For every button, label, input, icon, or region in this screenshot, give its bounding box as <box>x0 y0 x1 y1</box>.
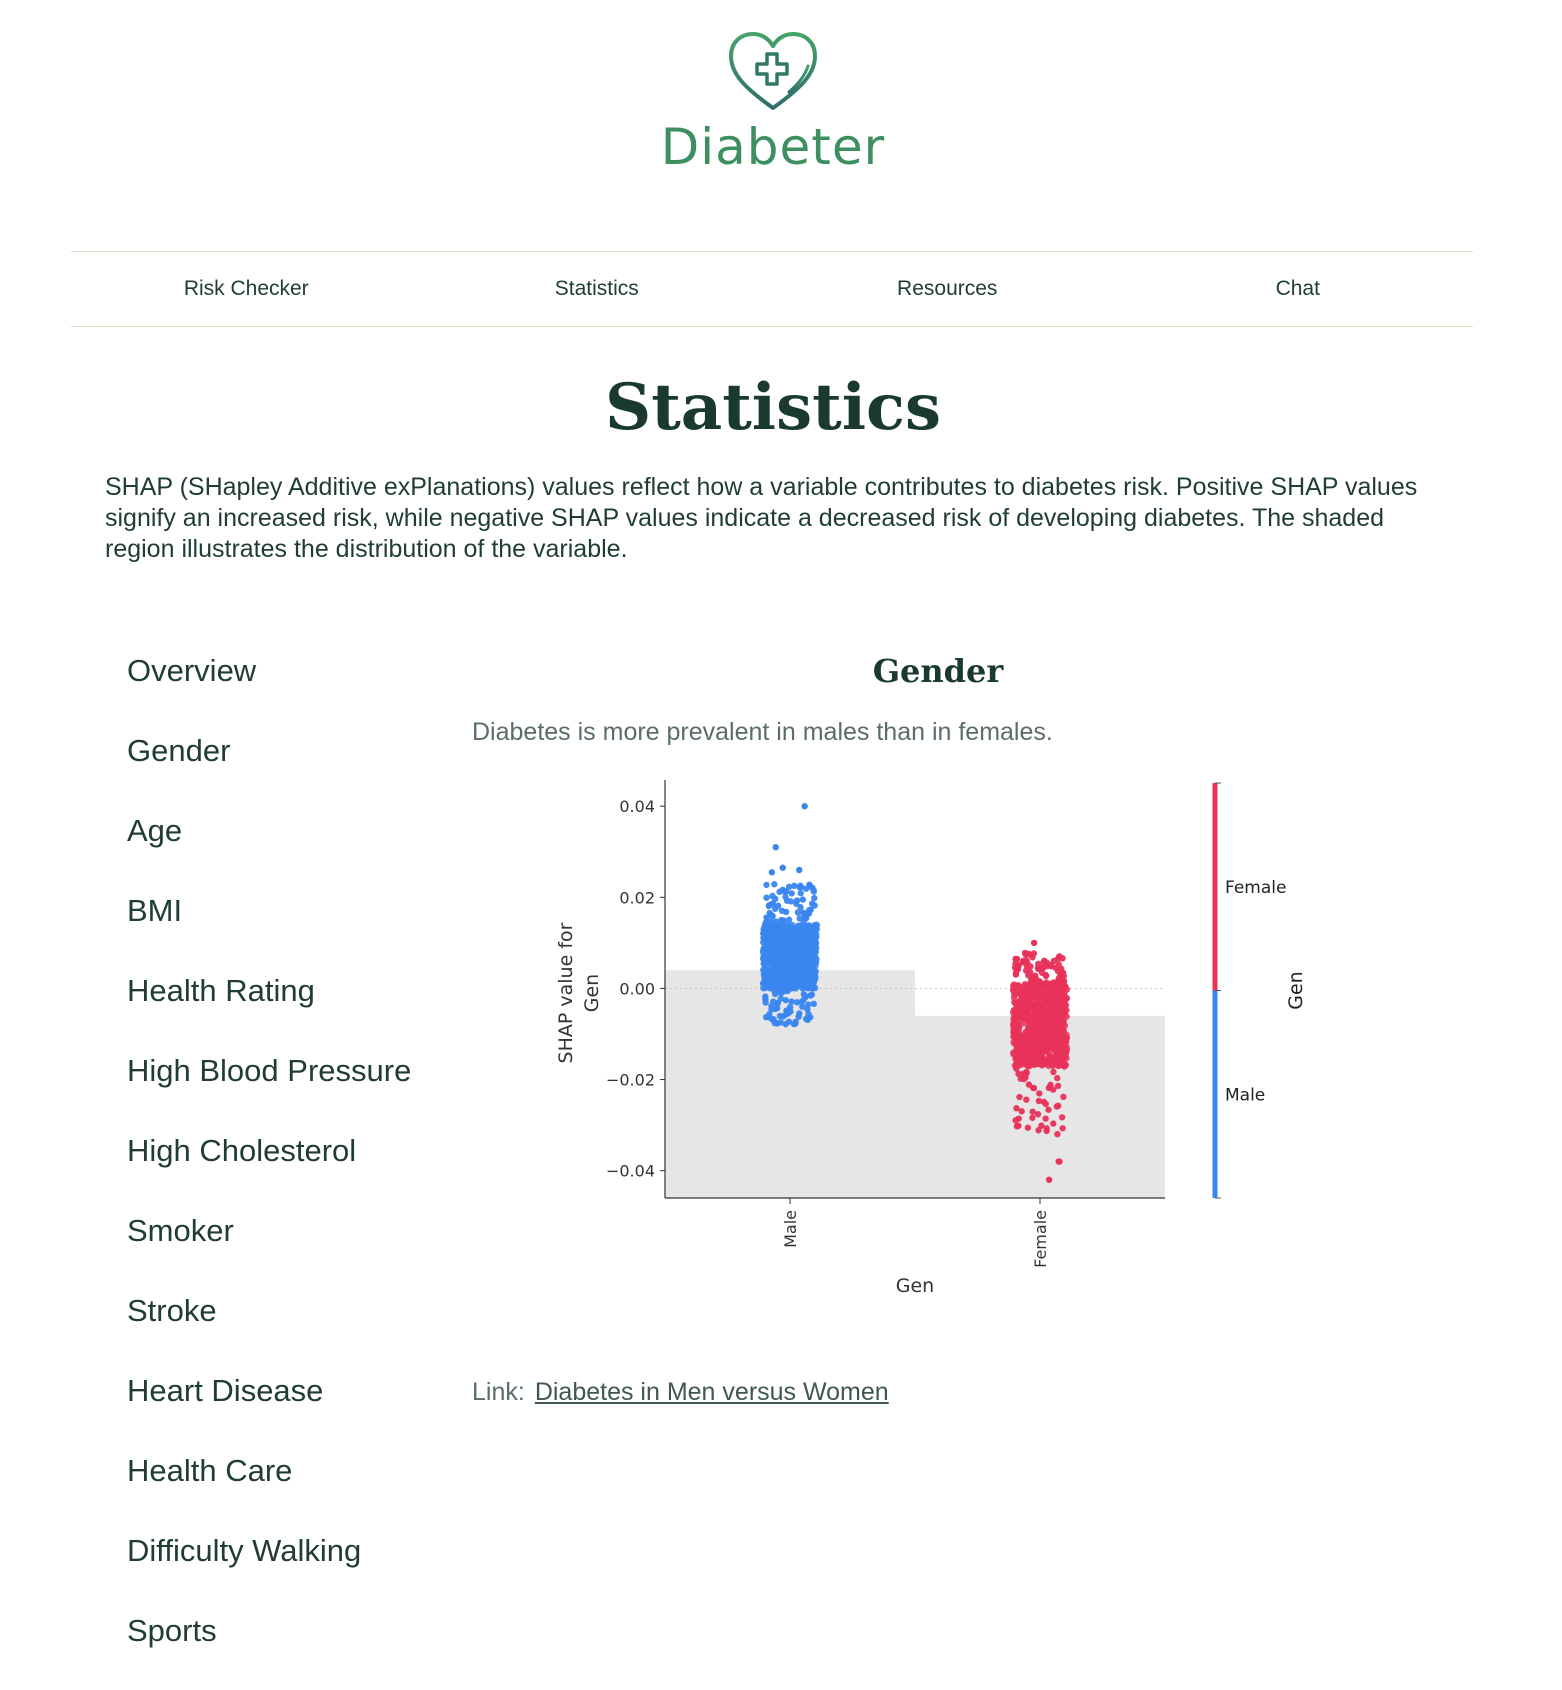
data-point <box>1039 1006 1045 1012</box>
data-point <box>769 893 775 899</box>
data-point <box>1030 1042 1036 1048</box>
stats-sidebar <box>127 650 411 1690</box>
data-point <box>763 894 769 900</box>
page-title: Statistics <box>604 370 942 445</box>
data-point <box>773 933 779 939</box>
data-point <box>808 985 814 991</box>
data-point <box>780 865 786 871</box>
data-point <box>1011 1007 1017 1013</box>
data-point <box>807 992 813 998</box>
nav-resources[interactable]: Resources <box>897 277 998 300</box>
data-point <box>798 890 804 896</box>
data-point <box>1012 1047 1018 1053</box>
data-point <box>778 946 784 952</box>
data-point <box>784 936 790 942</box>
data-point <box>1022 992 1028 998</box>
data-point <box>1051 1054 1057 1060</box>
y-axis-label: Gen <box>581 973 603 1013</box>
sidebar-item-overview[interactable]: Overview <box>127 653 257 688</box>
data-point <box>1022 950 1028 956</box>
data-point <box>779 908 785 914</box>
data-point <box>1059 1114 1065 1120</box>
y-axis-label: SHAP value for <box>555 922 577 1064</box>
data-point <box>1020 1070 1026 1076</box>
data-point <box>803 886 809 892</box>
y-tick-label: 0.02 <box>619 888 655 908</box>
data-point <box>781 928 787 934</box>
data-point <box>1055 1083 1061 1089</box>
data-point <box>787 950 793 956</box>
x-axis-label: Gen <box>895 1275 935 1297</box>
sidebar-item-difficulty-walking[interactable]: Difficulty Walking <box>127 1533 362 1568</box>
data-point <box>796 884 802 890</box>
nav-statistics[interactable]: Statistics <box>554 277 639 300</box>
data-point <box>765 950 771 956</box>
data-point <box>1023 986 1029 992</box>
data-point <box>1031 940 1037 946</box>
data-point <box>1049 1037 1055 1043</box>
data-point <box>1016 1094 1022 1100</box>
data-point <box>1039 980 1045 986</box>
sidebar-item-health-rating[interactable]: Health Rating <box>127 973 315 1008</box>
data-point <box>1044 963 1050 969</box>
data-point <box>1022 1031 1028 1037</box>
data-point <box>1044 998 1050 1004</box>
sidebar-item-bmi[interactable]: BMI <box>127 893 183 928</box>
data-point <box>1036 1090 1042 1096</box>
data-point <box>1043 1125 1049 1131</box>
data-point <box>802 961 808 967</box>
data-point <box>1055 1062 1061 1068</box>
data-point <box>760 967 766 973</box>
data-point <box>1020 1005 1026 1011</box>
colorbar-label-male: Male <box>1225 1085 1266 1106</box>
data-point <box>811 902 817 908</box>
data-point <box>1054 1103 1060 1109</box>
data-point <box>793 985 799 991</box>
data-point <box>1013 1065 1019 1071</box>
data-point <box>770 998 776 1004</box>
data-point <box>793 964 799 970</box>
data-point <box>784 897 790 903</box>
data-point <box>1046 1177 1052 1183</box>
data-point <box>1010 983 1016 989</box>
brand-logo[interactable] <box>0 30 1546 176</box>
x-tick-label: Female <box>1031 1210 1050 1268</box>
data-point <box>1016 998 1022 1004</box>
data-point <box>1035 1111 1041 1117</box>
data-point <box>791 883 797 889</box>
data-point <box>766 902 772 908</box>
data-point <box>1016 1021 1022 1027</box>
data-point <box>802 984 808 990</box>
data-point <box>760 948 766 954</box>
data-point <box>772 906 778 912</box>
data-point <box>1011 995 1017 1001</box>
data-point <box>811 895 817 901</box>
nav-chat[interactable]: Chat <box>1275 277 1320 300</box>
data-point <box>1054 1075 1060 1081</box>
sidebar-item-high-cholesterol[interactable]: High Cholesterol <box>127 1133 357 1168</box>
data-point <box>788 926 794 932</box>
data-point <box>1045 1107 1051 1113</box>
sidebar-item-stroke[interactable]: Stroke <box>127 1293 217 1328</box>
heart-cross-icon <box>725 30 821 114</box>
y-tick-label: −0.02 <box>605 1070 655 1090</box>
data-point <box>796 937 802 943</box>
data-point <box>1029 1115 1035 1121</box>
data-point <box>1016 1058 1022 1064</box>
data-point <box>1049 1013 1055 1019</box>
data-point <box>806 968 812 974</box>
data-point <box>792 1019 798 1025</box>
data-point <box>777 957 783 963</box>
data-point <box>764 938 770 944</box>
data-point <box>1039 970 1045 976</box>
data-point <box>791 944 797 950</box>
data-point <box>769 943 775 949</box>
data-point <box>1029 954 1035 960</box>
data-point <box>773 924 779 930</box>
data-point <box>777 978 783 984</box>
data-point <box>1015 1123 1021 1129</box>
intro-text: SHAP (SHapley Additive exPlanations) values reflect how a variable contributes to diabetes risk. Positive SHAP values signify an increased risk, while negative SHAP values indicate a decreased risk of developing diabetes. The shaded region illustrates the distribution of the variable. <box>105 473 1418 563</box>
data-point <box>798 999 804 1005</box>
colorbar-label-female: Female <box>1225 877 1287 898</box>
data-point <box>781 888 787 894</box>
data-point <box>783 975 789 981</box>
data-point <box>809 956 815 962</box>
link-label: Link: <box>472 1378 525 1406</box>
data-point <box>1042 1115 1048 1121</box>
data-point <box>786 917 792 923</box>
data-point <box>1026 1063 1032 1069</box>
data-point <box>1041 1099 1047 1105</box>
data-point <box>767 982 773 988</box>
data-point <box>1050 1069 1056 1075</box>
data-point <box>1023 1096 1029 1102</box>
data-point <box>785 959 791 965</box>
sidebar-item-high-blood-pressure[interactable]: High Blood Pressure <box>127 1053 412 1088</box>
data-point <box>1064 1044 1070 1050</box>
data-point <box>793 901 799 907</box>
data-point <box>1056 1158 1062 1164</box>
sidebar-item-age[interactable]: Age <box>127 813 183 848</box>
data-point <box>1012 1117 1018 1123</box>
data-point <box>799 978 805 984</box>
data-point <box>1060 1094 1066 1100</box>
y-tick-label: −0.04 <box>605 1161 655 1181</box>
data-point <box>1061 1063 1067 1069</box>
data-point <box>796 867 802 873</box>
section-title: Gender <box>872 652 1004 690</box>
data-point <box>1030 1085 1036 1091</box>
sidebar-item-heart-disease[interactable]: Heart Disease <box>127 1373 324 1408</box>
data-point <box>763 882 769 888</box>
data-point <box>1054 1131 1060 1137</box>
brand-name: Diabeter <box>660 118 886 176</box>
data-point <box>809 884 815 890</box>
data-point <box>1016 986 1022 992</box>
data-point <box>768 1006 774 1012</box>
nav-risk-checker[interactable]: Risk Checker <box>183 277 309 300</box>
data-point <box>769 964 775 970</box>
main-nav <box>71 251 1473 327</box>
data-point <box>774 1020 780 1026</box>
data-point <box>811 979 817 985</box>
link-row <box>472 1378 889 1407</box>
data-point <box>803 1016 809 1022</box>
data-point <box>1058 1050 1064 1056</box>
data-point <box>801 803 807 809</box>
data-point <box>1022 1014 1028 1020</box>
data-point <box>1033 975 1039 981</box>
data-point <box>1059 1003 1065 1009</box>
data-point <box>1025 1125 1031 1131</box>
data-point <box>811 1001 817 1007</box>
sidebar-item-sports[interactable]: Sports <box>127 1613 217 1648</box>
data-point <box>772 991 778 997</box>
data-point <box>801 942 807 948</box>
data-point <box>1030 1013 1036 1019</box>
data-point <box>1040 1014 1046 1020</box>
data-point <box>1039 1037 1045 1043</box>
data-point <box>1032 1061 1038 1067</box>
data-point <box>790 971 796 977</box>
data-point <box>777 995 783 1001</box>
data-point <box>1061 992 1067 998</box>
data-point <box>1010 1039 1016 1045</box>
x-tick-label: Male <box>781 1210 800 1248</box>
data-point <box>1013 1105 1019 1111</box>
sidebar-item-health-care[interactable]: Health Care <box>127 1453 293 1488</box>
data-point <box>762 996 768 1002</box>
data-point <box>1059 955 1065 961</box>
data-point <box>1057 975 1063 981</box>
data-point <box>796 1010 802 1016</box>
data-point <box>769 869 775 875</box>
data-point <box>780 917 786 923</box>
data-point <box>1050 1120 1056 1126</box>
data-point <box>1059 1057 1065 1063</box>
data-point <box>1039 1054 1045 1060</box>
data-point <box>812 971 818 977</box>
data-point <box>1029 1023 1035 1029</box>
y-tick-label: 0.00 <box>619 979 655 999</box>
data-point <box>782 988 788 994</box>
data-point <box>1045 1022 1051 1028</box>
data-point <box>771 952 777 958</box>
data-point <box>1046 1085 1052 1091</box>
data-point <box>768 912 774 918</box>
data-point <box>1060 1125 1066 1131</box>
data-point <box>782 1021 788 1027</box>
data-point <box>780 1013 786 1019</box>
data-point <box>1028 1001 1034 1007</box>
data-point <box>762 978 768 984</box>
data-point <box>1010 1033 1016 1039</box>
data-point <box>794 952 800 958</box>
data-point <box>1024 1054 1030 1060</box>
sidebar-item-smoker[interactable]: Smoker <box>127 1213 234 1248</box>
source-link[interactable]: Diabetes in Men versus Women <box>534 1378 889 1406</box>
data-point <box>810 944 816 950</box>
data-point <box>764 918 770 924</box>
data-point <box>1056 1030 1062 1036</box>
data-point <box>763 931 769 937</box>
data-point <box>1052 1045 1058 1051</box>
y-tick-label: 0.04 <box>619 797 655 817</box>
shap-dependence-chart <box>540 780 1340 1340</box>
data-point <box>803 915 809 921</box>
data-point <box>795 909 801 915</box>
data-point <box>797 915 803 921</box>
data-point <box>773 844 779 850</box>
data-point <box>1058 1009 1064 1015</box>
data-point <box>1012 1015 1018 1021</box>
data-point <box>1055 991 1061 997</box>
data-point <box>1052 965 1058 971</box>
data-point <box>789 890 795 896</box>
data-point <box>804 925 810 931</box>
data-point <box>771 881 777 887</box>
colorbar-title: Gen <box>1285 971 1307 1010</box>
data-point <box>763 1014 769 1020</box>
section-subtitle: Diabetes is more prevalent in males than in females. <box>472 718 1053 746</box>
data-point <box>1021 1039 1027 1045</box>
sidebar-item-gender[interactable]: Gender <box>127 733 231 768</box>
data-point <box>1027 963 1033 969</box>
data-point <box>1015 966 1021 972</box>
data-point <box>812 930 818 936</box>
data-point <box>800 896 806 902</box>
